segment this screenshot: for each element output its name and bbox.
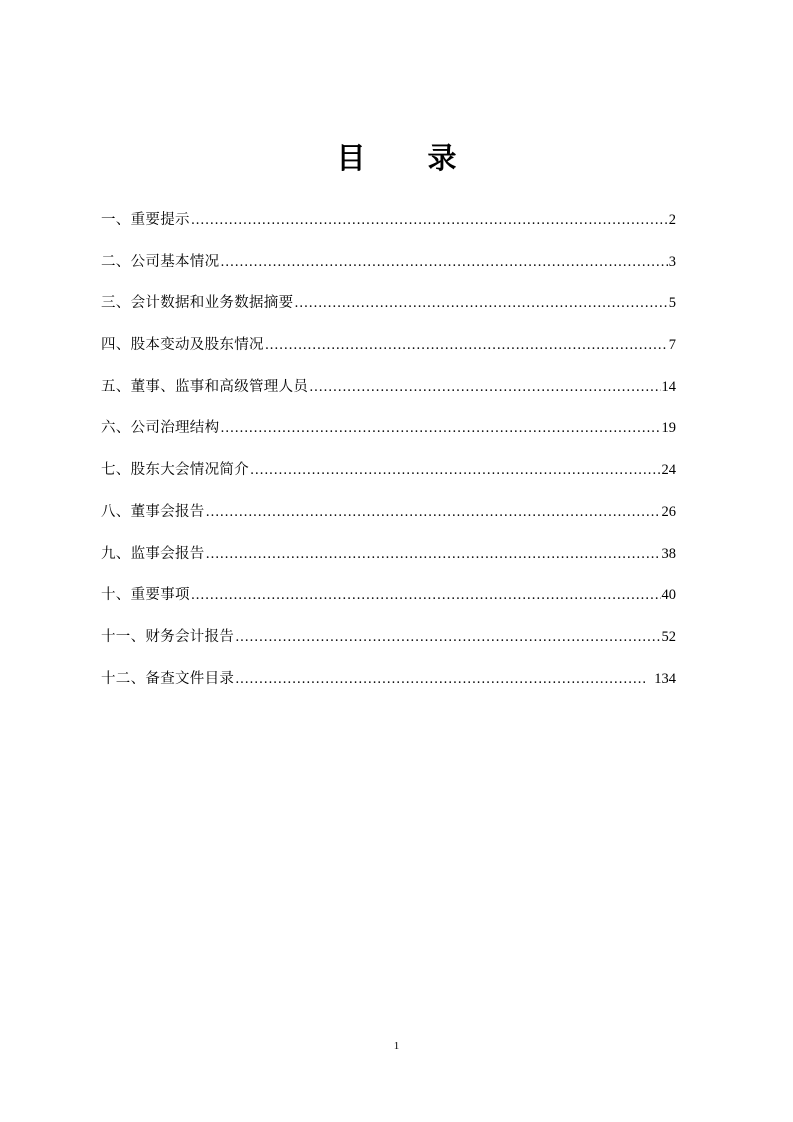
toc-entry-label: 十、重要事项 [101, 587, 190, 604]
toc-entry-page: 38 [661, 545, 676, 562]
toc-entry-page: 52 [661, 628, 676, 645]
toc-dot-leader [220, 417, 660, 441]
toc-entry-label: 十二、备查文件目录 [101, 670, 235, 687]
toc-entry[interactable] [101, 458, 676, 500]
toc-entry-label: 六、公司治理结构 [101, 420, 220, 437]
toc-entry-label: 二、公司基本情况 [101, 253, 220, 270]
toc-entry[interactable] [101, 375, 676, 417]
toc-entry-label: 五、董事、监事和高级管理人员 [101, 378, 309, 395]
toc-entry-page: 19 [661, 420, 676, 437]
toc-entry-label: 三、会计数据和业务数据摘要 [101, 295, 294, 312]
table-of-contents [101, 208, 676, 708]
toc-dot-leader [235, 668, 645, 692]
page-number: 1 [393, 1040, 400, 1052]
toc-entry[interactable] [101, 500, 676, 542]
toc-entry[interactable] [101, 208, 676, 250]
toc-entry-page: 5 [668, 295, 676, 312]
toc-entry-page: 134 [654, 670, 676, 687]
toc-dot-leader [191, 584, 661, 608]
toc-entry[interactable] [101, 416, 676, 458]
toc-dot-leader [265, 334, 668, 358]
toc-entry-label: 一、重要提示 [101, 212, 190, 228]
toc-dot-leader [206, 501, 661, 525]
toc-entry-page: 26 [661, 503, 676, 520]
toc-dot-leader [235, 626, 660, 650]
toc-dot-leader [309, 376, 660, 400]
toc-entry[interactable] [101, 250, 676, 292]
toc-entry-label: 九、监事会报告 [101, 545, 205, 562]
toc-entry[interactable] [101, 667, 676, 709]
toc-dot-leader [191, 209, 668, 233]
toc-entry-page: 2 [668, 212, 676, 228]
toc-dot-leader [294, 292, 667, 316]
toc-entry[interactable] [101, 625, 676, 667]
toc-entry-page: 40 [661, 587, 676, 604]
toc-entry[interactable] [101, 542, 676, 584]
toc-dot-leader [206, 543, 661, 567]
toc-entry-page: 3 [668, 253, 676, 270]
toc-entry-page: 14 [661, 378, 676, 395]
toc-dot-leader [250, 459, 661, 483]
toc-entry-page: 24 [661, 462, 676, 479]
toc-entry[interactable] [101, 333, 676, 375]
toc-entry-page: 7 [668, 337, 676, 354]
page-title: 目 录 [336, 141, 483, 175]
toc-entry-label: 十一、财务会计报告 [101, 628, 235, 645]
toc-dot-leader [220, 251, 667, 275]
toc-entry-label: 七、股东大会情况简介 [101, 462, 249, 479]
toc-entry-label: 八、董事会报告 [101, 503, 205, 520]
toc-entry[interactable] [101, 291, 676, 333]
toc-entry[interactable] [101, 583, 676, 625]
toc-entry-label: 四、股本变动及股东情况 [101, 337, 264, 354]
